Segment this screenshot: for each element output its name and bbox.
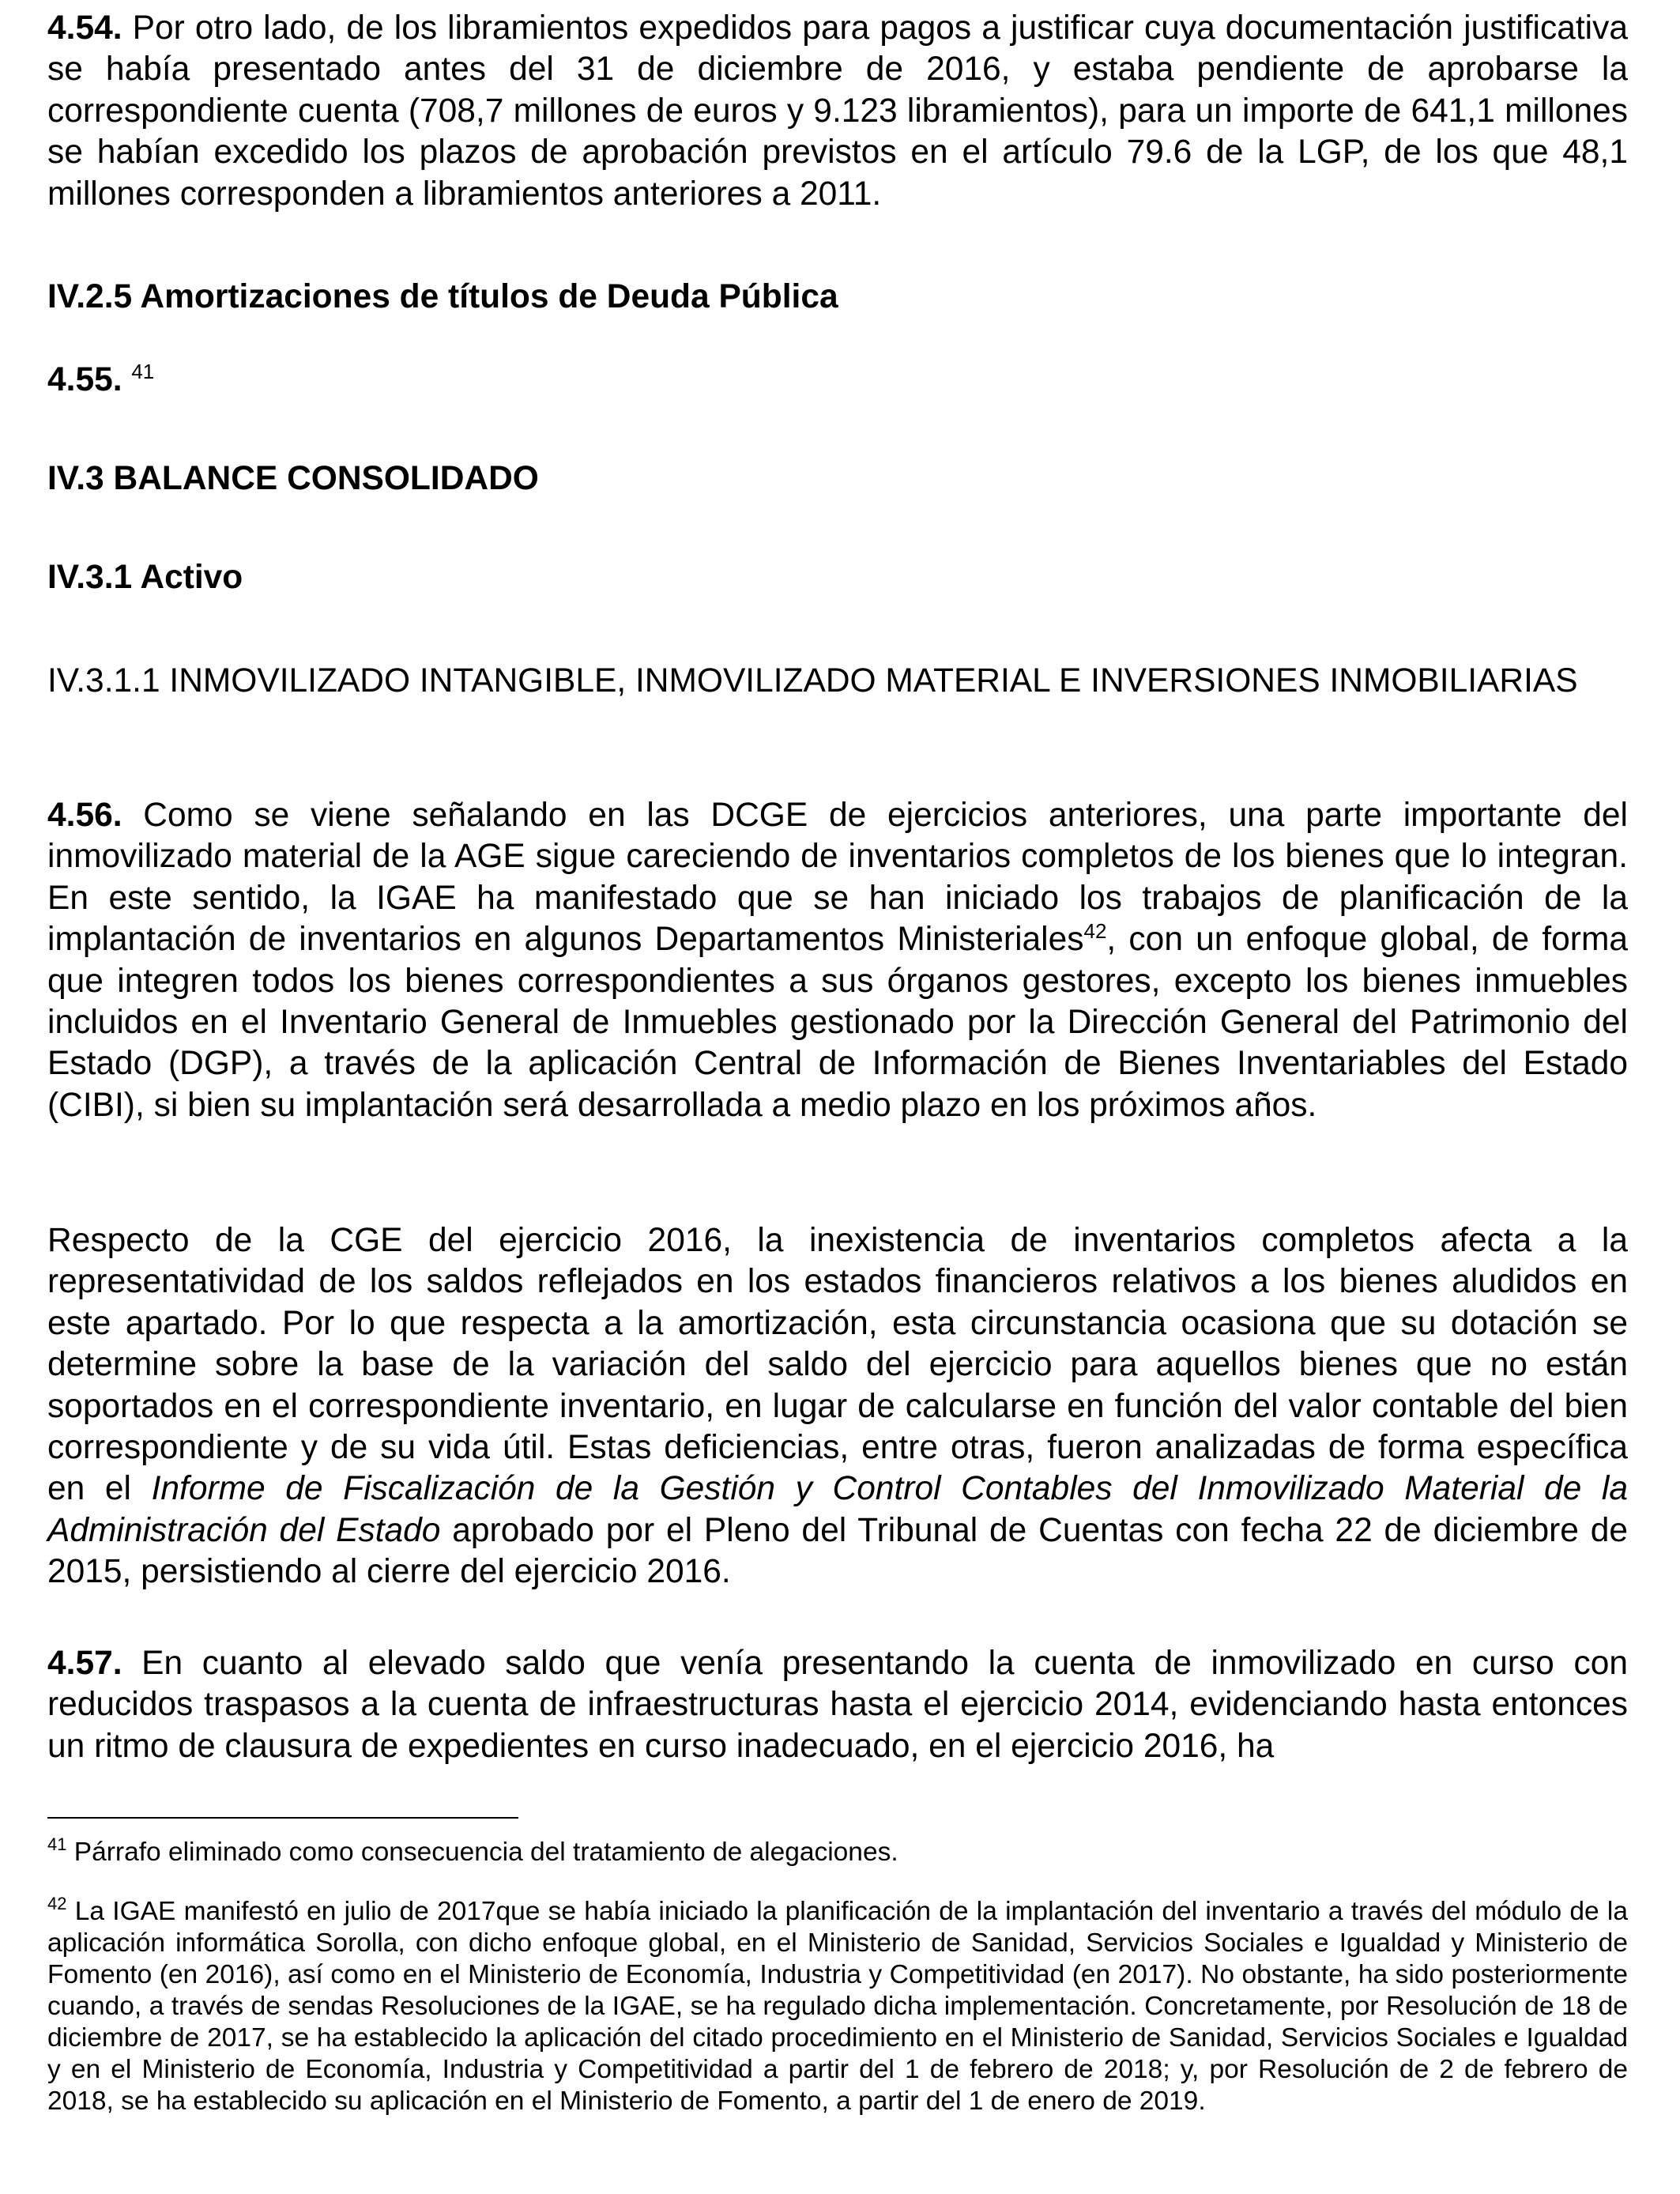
section-heading-iv-3-1: IV.3.1 Activo <box>47 559 243 596</box>
footnote-41 <box>47 1834 1628 1868</box>
footnote-ref-41[interactable]: 41 <box>131 360 155 383</box>
footnote-42 <box>47 1896 1628 2117</box>
report-title-italic: Informe de Fiscalización de la Gestión y Control Contables del Inmovilizado Material de la Administración del Estado <box>47 1470 1629 1549</box>
paragraph-number: 4.57. <box>47 1645 122 1682</box>
paragraph-text-a: Respecto de la CGE del ejercicio 2016, la inexistencia de inventarios completos afecta a la representatividad de los saldos reflejados en los estados financieros relativos a los bienes aludidos en este apartado. Por lo que respecta a la amortización, esta circunstancia ocasiona que su dotación se determine sobre la base de la variación del saldo del ejercicio para aquellos bienes que no están soportados en el correspondiente inventario, en lugar de calcularse en función del valor contable del bien correspondiente y de su vida útil. Estas deficiencias, entre otras, fueron analizadas de forma específica en el <box>47 1222 1628 1508</box>
section-heading-iv-3: IV.3 BALANCE CONSOLIDADO <box>47 460 539 497</box>
paragraph-number: 4.55. <box>47 361 122 398</box>
paragraph-4-57 <box>47 1643 1628 1767</box>
paragraph-text-b: aprobado por el Pleno del Tribunal de Cuentas con fecha 22 de diciembre de 2015, persistiendo al cierre del ejercicio 2016. <box>47 1511 1628 1591</box>
footnote-ref-42[interactable]: 42 <box>1083 919 1107 944</box>
paragraph-text-b: , con un enfoque global, de forma que integren todos los bienes correspondientes a sus órganos gestores, excepto los bienes inmuebles incluidos en el Inventario General de Inmuebles gestionado por la Dirección General del Patrimonio del Estado (DGP), a través de la aplicación Central de Información de Bienes Inventariables del Estado (CIBI), si bien su implantación será desarrollada a medio plazo en los próximos años. <box>47 921 1628 1124</box>
paragraph-number: 4.54. <box>47 9 122 47</box>
footnote-separator <box>47 1817 518 1819</box>
paragraph-4-55 <box>47 360 1628 401</box>
paragraph-text-a: Como se viene señalando en las DCGE de ejercicios anteriores, una parte importante del inmovilizado material de la AGE sigue careciendo de inventarios completos de los bienes que lo integran. En este sentido, la IGAE ha manifestado que se han iniciado los trabajos de planificación de la implantación de inventarios en algunos Departamentos Ministeriales <box>47 797 1628 959</box>
paragraph-number: 4.56. <box>47 797 122 834</box>
paragraph-text: En cuanto al elevado saldo que venía presentando la cuenta de inmovilizado en curso con reducidos traspasos a la cuenta de infraestructuras hasta el ejercicio 2014, evidenciando hasta entonces un ritmo de clausura de expedientes en curso inadecuado, en el ejercicio 2016, ha <box>47 1645 1628 1765</box>
paragraph-4-56 <box>47 795 1628 1126</box>
footnote-text: La IGAE manifestó en julio de 2017que se había iniciado la planificación de la implantación del inventario a través del módulo de la aplicación informática Sorolla, con dicho enfoque global, en el Ministerio de Sanidad, Servicios Sociales e Igualdad y Ministerio de Fomento (en 2016), así como en el Ministerio de Economía, Industria y Competitividad (en 2017). No obstante, ha sido posteriormente cuando, a través de sendas Resoluciones de la IGAE, se ha regulado dicha implementación. Concretamente, por Resolución de 18 de diciembre de 2017, se ha establecido la aplicación del citado procedimiento en el Ministerio de Sanidad, Servicios Sociales e Igualdad y en el Ministerio de Economía, Industria y Competitividad a partir del 1 de febrero de 2018; y, por Resolución de 2 de febrero de 2018, se ha establecido su aplicación en el Ministerio de Fomento, a partir del 1 de enero de 2019. <box>47 1897 1628 2116</box>
paragraph-4-54 <box>47 8 1628 215</box>
paragraph-text: Por otro lado, de los libramientos expedidos para pagos a justificar cuya documentación justificativa se había presentado antes del 31 de diciembre de 2016, y estaba pendiente de aprobarse la correspondiente cuenta (708,7 millones de euros y 9.123 libramientos), para un importe de 641,1 millones se habían excedido los plazos de aprobación previstos en el artículo 79.6 de la LGP, de los que 48,1 millones corresponden a libramientos anteriores a 2011. <box>47 9 1628 213</box>
footnote-text: Párrafo eliminado como consecuencia del tratamiento de alegaciones. <box>66 1838 898 1867</box>
footnote-number: 42 <box>47 1894 67 1913</box>
section-heading-iv-2-5: IV.2.5 Amortizaciones de títulos de Deuda Pública <box>47 278 838 315</box>
section-heading-iv-3-1-1: IV.3.1.1 INMOVILIZADO INTANGIBLE, INMOVILIZADO MATERIAL E INVERSIONES INMOBILIARIAS <box>47 662 1578 699</box>
paragraph-4-56-continued <box>47 1220 1628 1593</box>
footnote-number: 41 <box>47 1834 67 1854</box>
